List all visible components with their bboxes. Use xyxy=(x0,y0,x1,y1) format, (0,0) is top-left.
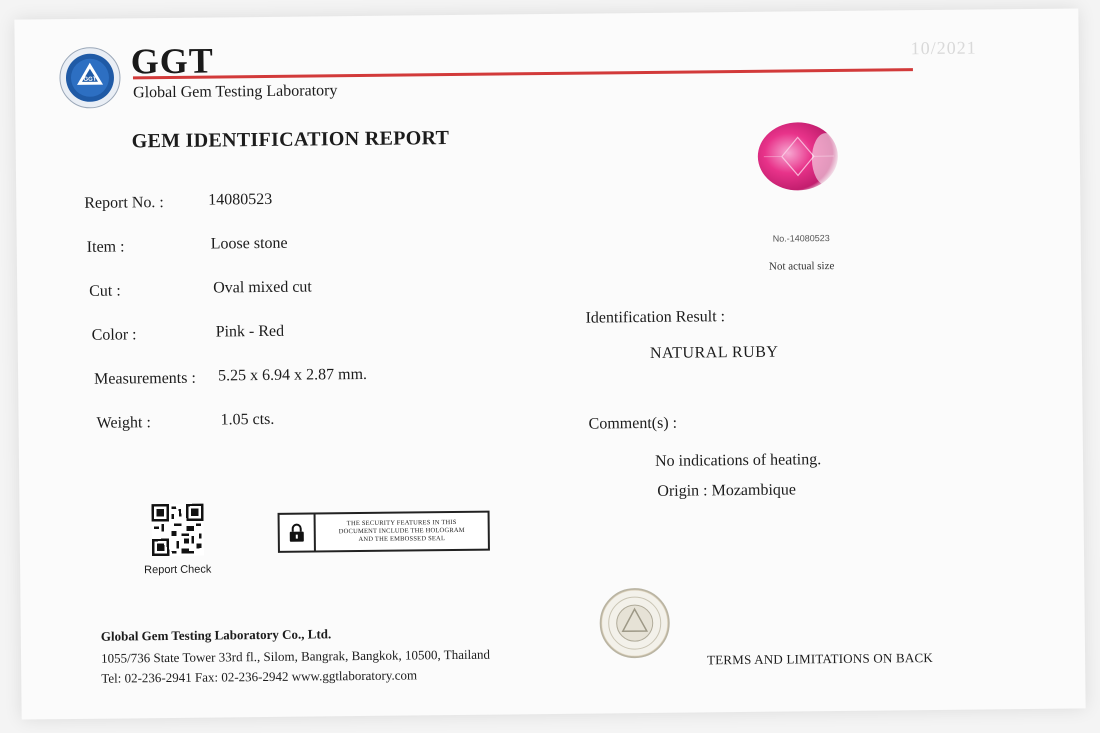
brand-name: GGT xyxy=(130,40,215,82)
field-label-weight: Weight : xyxy=(96,414,151,432)
lab-name: Global Gem Testing Laboratory xyxy=(133,82,338,102)
field-value-report-no: 14080523 xyxy=(208,190,273,209)
field-label-item: Item : xyxy=(86,238,125,256)
terms-notice: TERMS AND LIMITATIONS ON BACK xyxy=(707,650,933,668)
field-label-measurements: Measurements : xyxy=(94,369,196,388)
field-value-weight: 1.05 cts. xyxy=(220,410,275,429)
lock-icon xyxy=(280,514,316,550)
security-notice xyxy=(278,511,490,553)
logo-text: GGT xyxy=(83,76,97,83)
company-name: Global Gem Testing Laboratory Co., Ltd. xyxy=(100,626,332,644)
security-line: DOCUMENT INCLUDE THE HOLOGRAM xyxy=(338,526,465,536)
comments-label: Comment(s) : xyxy=(588,414,678,433)
certificate-paper xyxy=(14,8,1085,719)
comment-origin: Origin : Mozambique xyxy=(657,481,797,500)
field-value-color: Pink - Red xyxy=(215,322,285,341)
qr-code-icon[interactable] xyxy=(151,504,204,557)
comment-heating: No indications of heating. xyxy=(654,451,822,470)
field-value-measurements: 5.25 x 6.94 x 2.87 mm. xyxy=(218,365,368,385)
security-text xyxy=(316,513,488,551)
header-red-line xyxy=(133,68,913,79)
qr-caption: Report Check xyxy=(144,563,212,577)
company-address: 1055/736 State Tower 33rd fl., Silom, Bangrak, Bangkok, 10500, Thailand xyxy=(100,646,491,666)
field-value-cut: Oval mixed cut xyxy=(213,278,312,297)
ruby-gemstone-photo xyxy=(755,119,844,194)
company-contact: Tel: 02-236-2941 Fax: 02-236-2942 www.ggtlaboratory.com xyxy=(101,667,418,686)
identification-result-value: NATURAL RUBY xyxy=(649,343,779,362)
identification-result-label: Identification Result : xyxy=(585,308,726,327)
field-label-color: Color : xyxy=(91,326,137,344)
photo-number: No.-14080523 xyxy=(772,233,830,244)
photo-note: Not actual size xyxy=(768,260,835,273)
date-stamp: 10/2021 xyxy=(910,37,977,59)
field-value-item: Loose stone xyxy=(210,234,288,253)
security-line: AND THE EMBOSSED SEAL xyxy=(358,535,446,544)
security-line: THE SECURITY FEATURES IN THIS xyxy=(346,518,457,528)
field-label-cut: Cut : xyxy=(89,282,121,300)
embossed-seal-icon xyxy=(598,587,671,660)
ggt-logo-icon xyxy=(59,46,122,109)
report-title: GEM IDENTIFICATION REPORT xyxy=(131,127,450,153)
field-label-report-no: Report No. : xyxy=(84,194,164,212)
